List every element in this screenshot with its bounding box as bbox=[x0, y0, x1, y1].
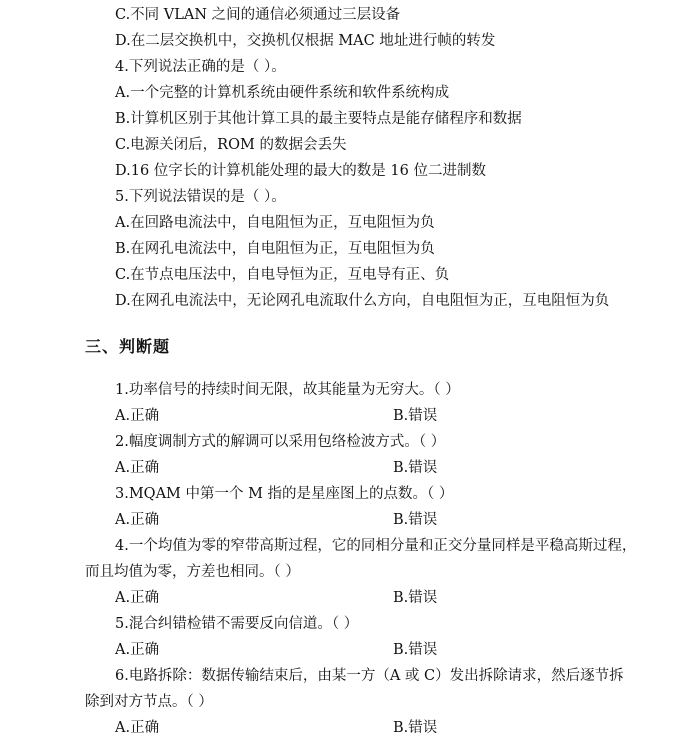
option-text: D.在网孔电流法中，无论网孔电流取什么方向，自电阻恒为正，互电阻恒为负 bbox=[115, 293, 610, 309]
question-text-continued: 除到对方节点。（ ） bbox=[85, 694, 213, 710]
option-text: B.计算机区别于其他计算工具的最主要特点是能存储程序和数据 bbox=[115, 111, 522, 127]
question-text-continued: 而且均值为零，方差也相同。（ ） bbox=[85, 564, 300, 580]
option-text: A.一个完整的计算机系统由硬件系统和软件系统构成 bbox=[115, 85, 450, 101]
question-text: 2.幅度调制方式的解调可以采用包络检波方式。（ ） bbox=[115, 434, 446, 450]
option-b: B.错误 bbox=[393, 460, 438, 476]
option-text: C.电源关闭后，ROM 的数据会丢失 bbox=[115, 137, 347, 153]
option-b: B.错误 bbox=[393, 408, 438, 424]
question-text: 3.MQAM 中第一个 M 指的是星座图上的点数。（ ） bbox=[115, 486, 454, 502]
option-b: B.错误 bbox=[393, 720, 438, 736]
option-b: B.错误 bbox=[393, 642, 438, 658]
option-text: C.不同 VLAN 之间的通信必须通过三层设备 bbox=[115, 7, 401, 23]
option-b: B.错误 bbox=[393, 512, 438, 528]
option-a: A.正确 bbox=[115, 408, 160, 424]
option-text: D.在二层交换机中，交换机仅根据 MAC 地址进行帧的转发 bbox=[115, 33, 496, 49]
question-text: 5.下列说法错误的是（ ）。 bbox=[115, 189, 286, 205]
question-text: 4.一个均值为零的窄带高斯过程，它的同相分量和正交分量同样是平稳高斯过程， bbox=[115, 538, 637, 554]
option-b: B.错误 bbox=[393, 590, 438, 606]
question-text: 4.下列说法正确的是（ ）。 bbox=[115, 59, 286, 75]
question-text: 6.电路拆除：数据传输结束后，由某一方（A 或 C）发出拆除请求，然后逐节拆 bbox=[115, 668, 624, 684]
option-a: A.正确 bbox=[115, 512, 160, 528]
option-text: B.在网孔电流法中，自电阻恒为正，互电阻恒为负 bbox=[115, 241, 435, 257]
option-a: A.正确 bbox=[115, 590, 160, 606]
option-text: D.16 位字长的计算机能处理的最大的数是 16 位二进制数 bbox=[115, 163, 486, 179]
question-text: 1.功率信号的持续时间无限，故其能量为无穷大。（ ） bbox=[115, 382, 460, 398]
option-text: C.在节点电压法中，自电导恒为正，互电导有正、负 bbox=[115, 267, 450, 283]
section-heading: 三、判断题 bbox=[85, 337, 171, 356]
option-text: A.在回路电流法中，自电阻恒为正，互电阻恒为负 bbox=[115, 215, 435, 231]
option-a: A.正确 bbox=[115, 720, 160, 736]
question-text: 5.混合纠错检错不需要反向信道。（ ） bbox=[115, 616, 359, 632]
option-a: A.正确 bbox=[115, 460, 160, 476]
option-a: A.正确 bbox=[115, 642, 160, 658]
